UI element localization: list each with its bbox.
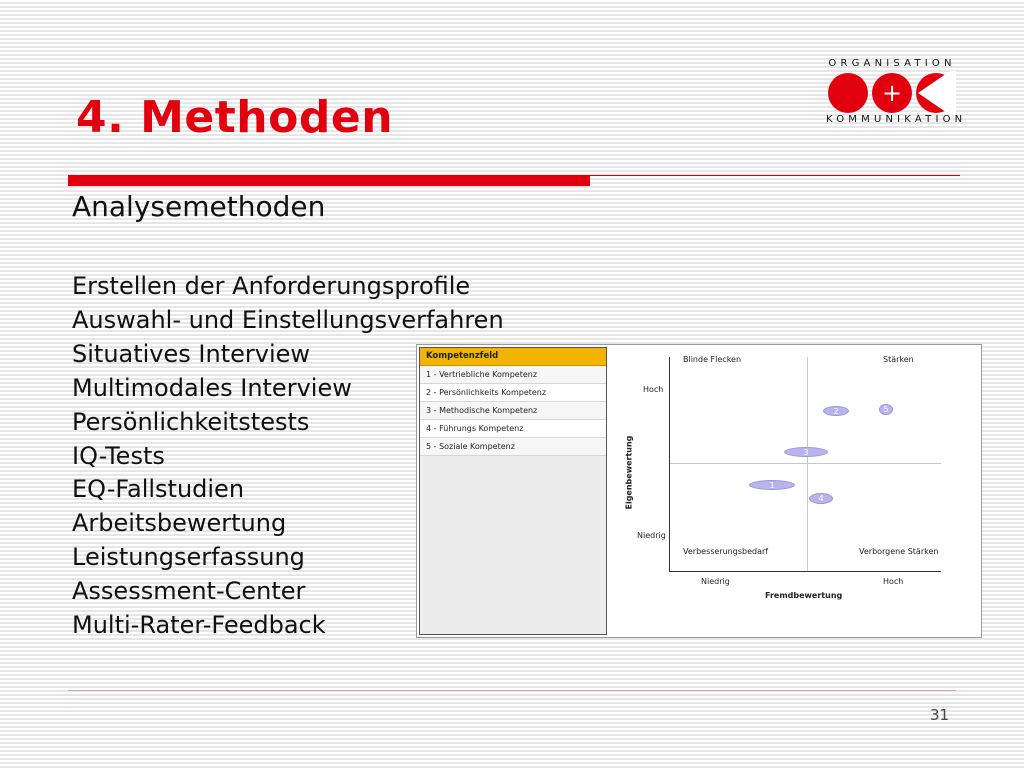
method-item: Persönlichkeitstests (72, 407, 310, 436)
self-vs-external-matrix (609, 345, 981, 637)
competence-item: 2 - Persönlichkeits Kompetenz (420, 384, 606, 402)
competence-panel-header: Kompetenzfeld (420, 348, 606, 366)
method-item: Multimodales Interview (72, 373, 352, 402)
competence-item: 5 - Soziale Kompetenz (420, 438, 606, 456)
quadrant-hidden-strengths: Verborgene Stärken (859, 547, 939, 556)
competence-item: 1 - Vertriebliche Kompetenz (420, 366, 606, 384)
method-item: Situatives Interview (72, 339, 311, 368)
x-axis-line (669, 571, 941, 572)
section-subtitle: Analysemethoden (72, 190, 326, 223)
competence-bubble-2: 2 (823, 406, 849, 416)
quadrant-strengths: Stärken (883, 355, 914, 364)
logo-symbol-icon (828, 71, 956, 115)
method-item: Assessment-Center (72, 577, 306, 606)
competence-bubble-5: 5 (879, 404, 893, 415)
competence-matrix-figure (416, 344, 982, 638)
y-axis-high-label: Hoch (643, 385, 664, 394)
logo-plus-symbol: + (881, 79, 903, 107)
footer-rule (68, 690, 956, 691)
y-axis-title: Eigenbewertung (624, 435, 634, 510)
competence-bubble-4: 4 (809, 493, 833, 504)
y-axis-low-label: Niedrig (637, 531, 666, 540)
x-axis-title: Fremdbewertung (765, 591, 843, 600)
organisation-kommunikation-logo (826, 56, 967, 128)
competence-field-panel (419, 347, 607, 635)
competence-item: 4 - Führungs Kompetenz (420, 420, 606, 438)
method-item: Arbeitsbewertung (72, 509, 287, 538)
method-item: Auswahl- und Einstellungsverfahren (72, 305, 504, 334)
method-item: IQ-Tests (72, 441, 165, 470)
method-item: Leistungserfassung (72, 543, 305, 572)
competence-bubble-1: 1 (749, 480, 795, 490)
matrix-vertical-divider (807, 357, 808, 571)
page-number: 31 (930, 706, 950, 724)
method-item: EQ-Fallstudien (72, 475, 245, 504)
title-underline-thick (68, 175, 590, 186)
x-axis-low-label: Niedrig (701, 577, 730, 586)
quadrant-blind-spots: Blinde Flecken (683, 355, 742, 364)
slide-title: 4. Methoden (76, 92, 394, 143)
competence-items (420, 366, 606, 456)
x-axis-high-label: Hoch (883, 577, 904, 586)
competence-bubble-3: 3 (784, 447, 828, 457)
logo-bottom-text: KOMMUNIKATION (826, 114, 967, 125)
method-item: Multi-Rater-Feedback (72, 611, 326, 640)
y-axis-line (669, 357, 670, 571)
competence-item: 3 - Methodische Kompetenz (420, 402, 606, 420)
title-underline-thin (590, 175, 960, 176)
method-item: Erstellen der Anforderungsprofile (72, 272, 471, 300)
logo-top-text: ORGANISATION (828, 58, 956, 69)
matrix-horizontal-divider (669, 463, 941, 464)
quadrant-improvement-needed: Verbesserungsbedarf (683, 547, 769, 556)
